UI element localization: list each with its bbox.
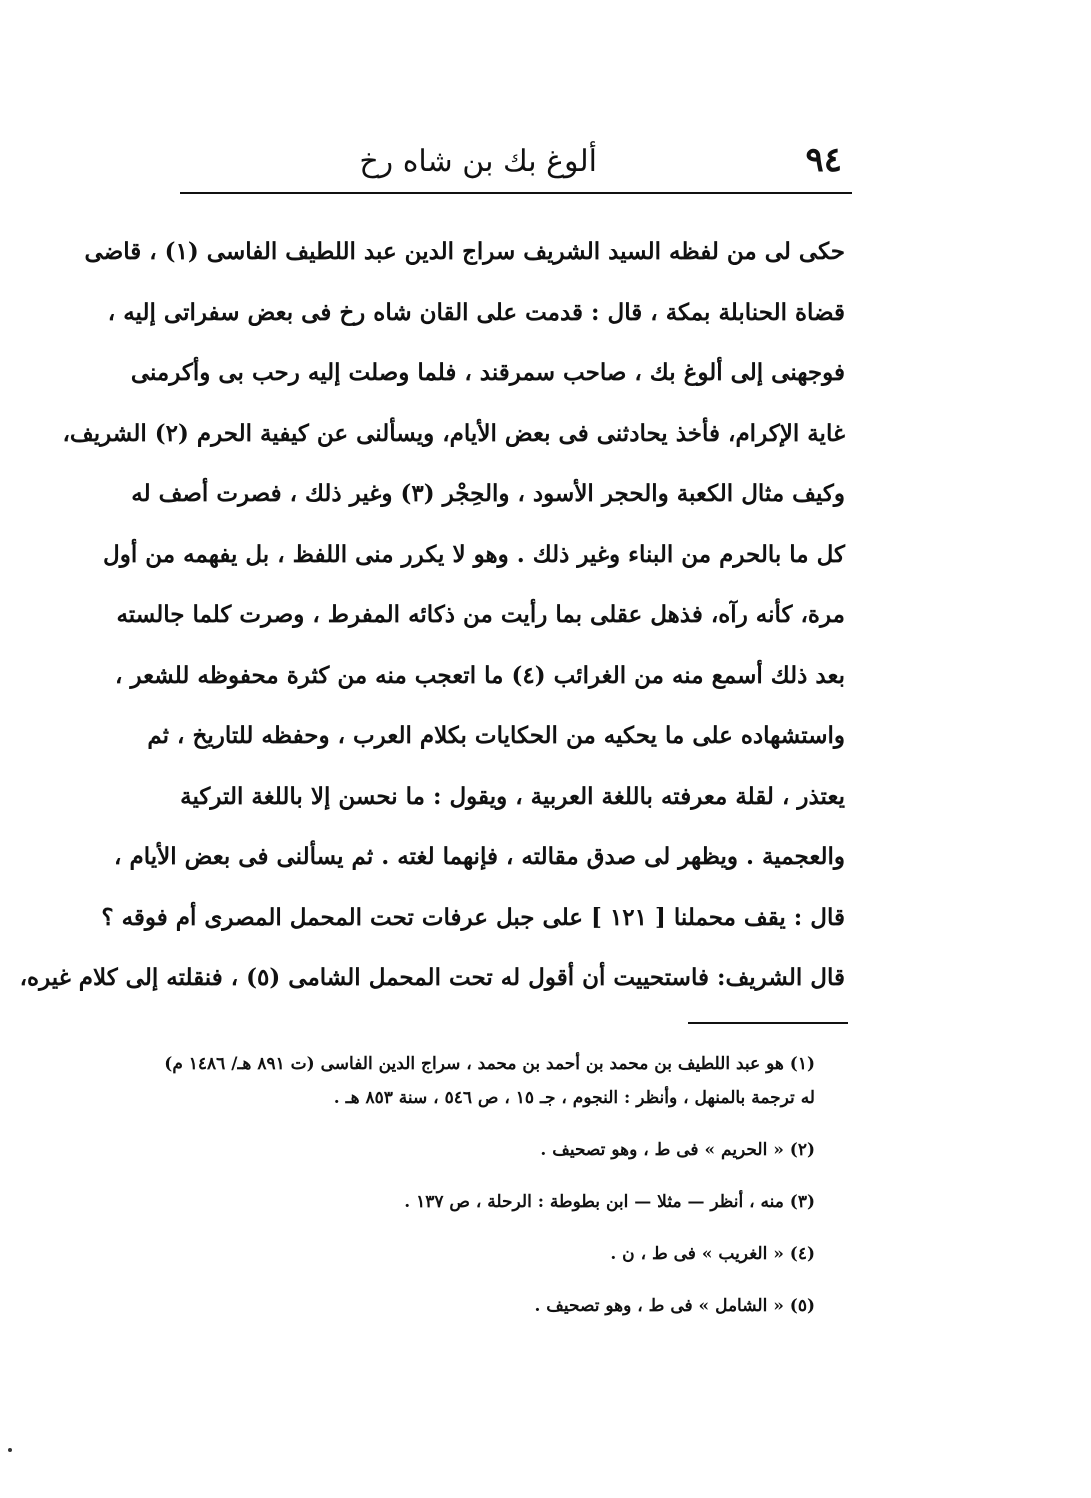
body-line: قضاة الحنابلة بمكة ، قال : قدمت على القان شاه رخ فى بعض سفراتى إليه ، (107, 298, 845, 326)
body-line: بعد ذلك أسمع منه من الغرائب (٤) ما اتعجب منه من كثرة محفوظه للشعر ، (115, 661, 845, 689)
body-line: يعتذر ، لقلة معرفته باللغة العربية ، ويقول : ما نحسن إلا باللغة التركية (180, 782, 845, 810)
body-line: قال : يقف محملنا [ ١٢١ ] على جبل عرفات تحت المحمل المصرى أم فوقه ؟ (101, 903, 845, 931)
body-line: غاية الإكرام، فأخذ يحادثنى فى بعض الأيام، ويسألنى عن كيفية الحرم (٢) الشريف، (62, 419, 845, 447)
footnote-5: (٥) « الشامل » فى ط ، وهو تصحيف . (534, 1296, 815, 1316)
page-number: ٩٤ (805, 140, 842, 180)
body-line: مرة، كأنه رآه، فذهل عقلى بما رأيت من ذكائه المفرط ، وصرت كلما جالسته (116, 601, 845, 628)
page-header (180, 140, 852, 190)
body-text (19, 222, 845, 1009)
header-rule (180, 192, 852, 194)
running-title: ألوغ بك بن شاه رخ (359, 144, 597, 179)
footnote-rule (688, 1022, 848, 1024)
body-line: حكى لى من لفظه السيد الشريف سراج الدين عبد اللطيف الفاسى (١) ، قاضى (84, 238, 845, 265)
footnote-3: (٣) منه ، أنظر — مثلا — ابن بطوطة : الرحلة ، ص ١٣٧ . (404, 1192, 815, 1212)
body-line: واستشهاده على ما يحكيه من الحكايات بكلام العرب ، وحفظه للتاريخ ، ثم (147, 722, 845, 749)
body-line: وكيف مثال الكعبة والحجر الأسود ، والحِجْر (٣) وغير ذلك ، فصرت أصف له (131, 480, 845, 507)
footnote-1: (١) هو عبد اللطيف بن محمد بن أحمد بن محمد ، سراج الدين الفاسى (ت ٨٩١ هـ/ ١٤٨٦ م) (164, 1054, 815, 1074)
footnote-4: (٤) « الغريب » فى ط ، ن . (610, 1244, 815, 1264)
footnotes (164, 1050, 815, 1344)
footnote-1-continuation: له ترجمة بالمنهل ، وأنظر : النجوم ، جـ ١٥ ، ص ٥٤٦ ، سنة ٨٥٣ هـ . (333, 1088, 815, 1108)
body-line: والعجمية . ويظهر لى صدق مقالته ، فإنهما لغته . ثم يسألنى فى بعض الأيام ، (114, 843, 845, 870)
body-line: كل ما بالحرم من البناء وغير ذلك . وهو لا يكرر منى اللفظ ، بل يفهمه من أول (103, 540, 845, 568)
scan-speck (8, 1448, 12, 1452)
body-line: فوجهنى إلى ألوغ بك ، صاحب سمرقند ، فلما وصلت إليه رحب بى وأكرمنى (130, 359, 845, 386)
body-line: قال الشريف: فاستحييت أن أقول له تحت المحمل الشامى (٥) ، فنقلته إلى كلام غيره، (19, 964, 845, 991)
footnote-2: (٢) « الحريم » فى ط ، وهو تصحيف . (540, 1140, 815, 1160)
